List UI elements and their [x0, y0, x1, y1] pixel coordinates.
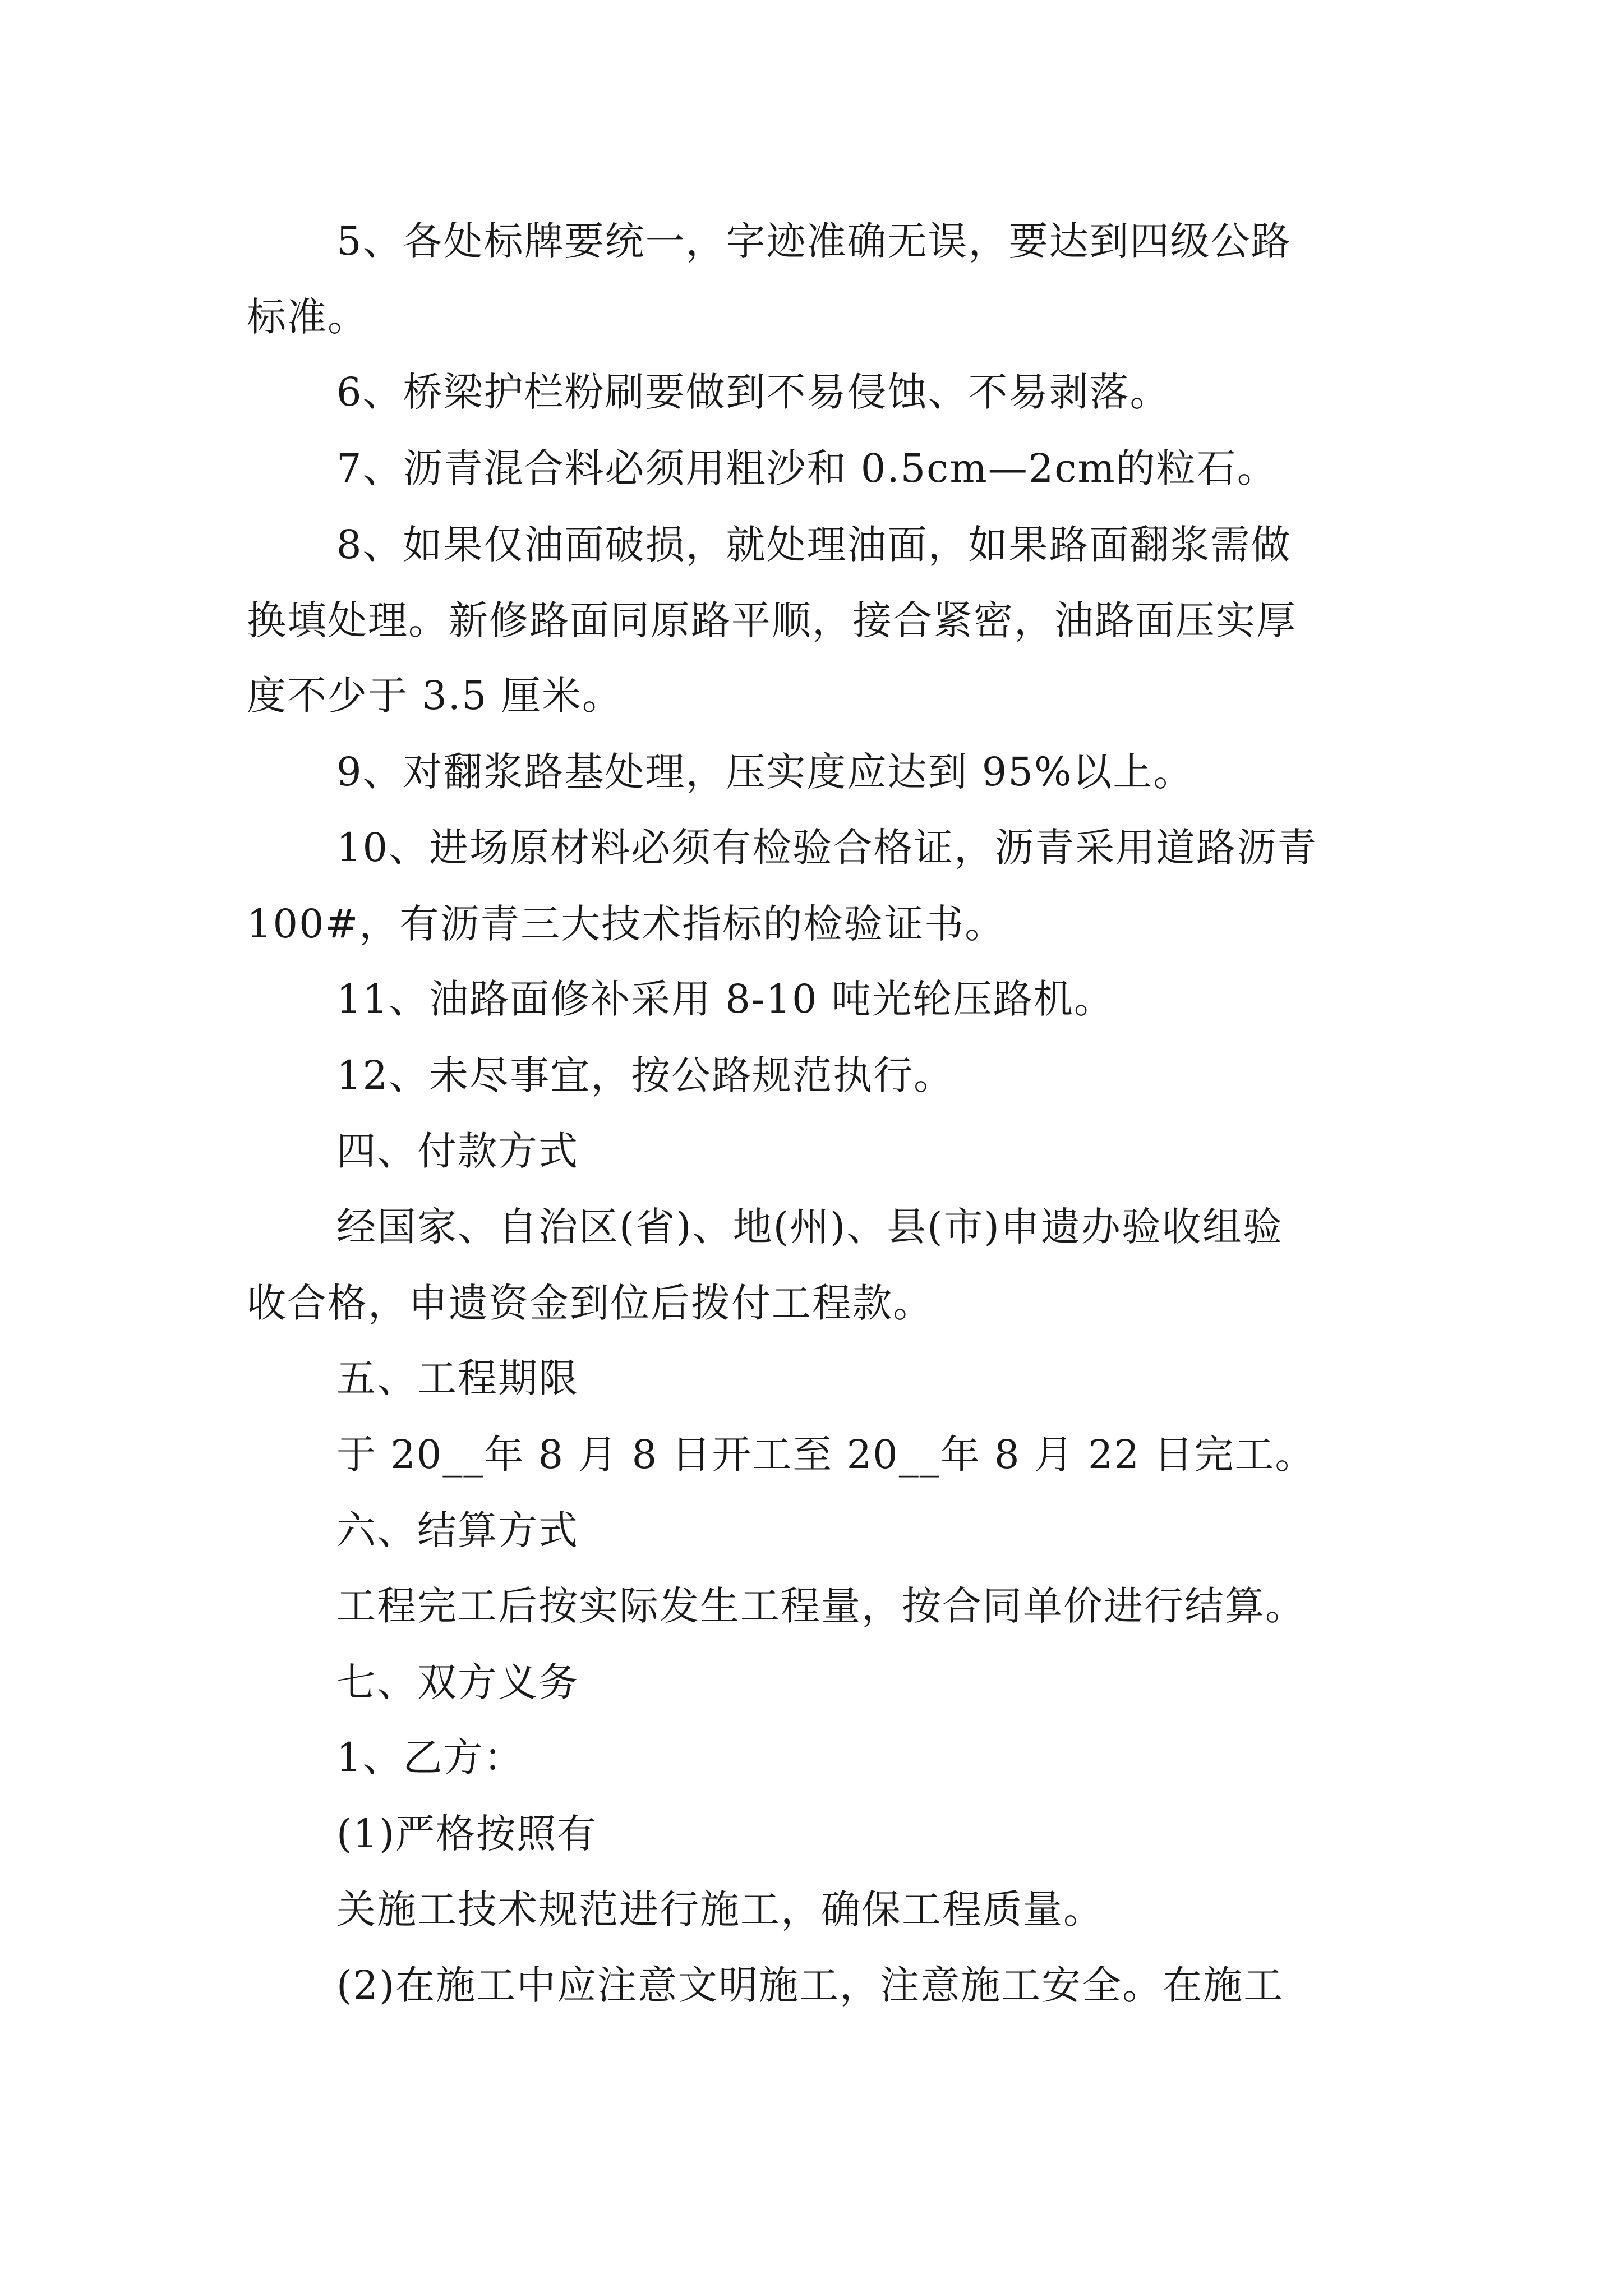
text-line: 9、对翻浆路基处理，压实度应达到 95%以上。 — [336, 749, 1194, 795]
text-line: 关施工技术规范进行施工，确保工程质量。 — [336, 1887, 1104, 1932]
text-line: 6、桥梁护栏粉刷要做到不易侵蚀、不易剥落。 — [336, 369, 1170, 415]
text-line: 1、乙方： — [336, 1734, 524, 1780]
text-line: 11、油路面修补采用 8-10 吨光轮压路机。 — [336, 976, 1114, 1022]
section-heading: 四、付款方式 — [336, 1128, 579, 1174]
text-line: 12、未尽事宜，按公路规范执行。 — [336, 1052, 955, 1098]
section-heading: 五、工程期限 — [336, 1355, 579, 1401]
text-line: 8、如果仅油面破损，就处理油面，如果路面翻浆需做 — [336, 522, 1292, 568]
text-line: 7、沥青混合料必须用粗沙和 0.5cm—2cm的粒石。 — [336, 445, 1278, 491]
text-line: 度不少于 3.5 厘米。 — [247, 673, 623, 719]
text-line: 收合格，申遗资金到位后拨付工程款。 — [247, 1280, 933, 1326]
text-line: 标准。 — [247, 294, 368, 340]
text-line: 100#，有沥青三大技术指标的检验证书。 — [247, 901, 1006, 947]
text-line: 工程完工后按实际发生工程量，按合同单价进行结算。 — [336, 1583, 1306, 1629]
section-heading: 六、结算方式 — [336, 1507, 579, 1553]
text-line: (1)严格按照有 — [336, 1811, 598, 1857]
text-line: 10、进场原材料必须有检验合格证，沥青采用道路沥青 — [336, 825, 1318, 871]
text-line: 5、各处标牌要统一，字迹准确无误，要达到四级公路 — [336, 218, 1292, 264]
text-line: 经国家、自治区(省)、地(州)、县(市)申遗办验收组验 — [336, 1204, 1283, 1250]
section-heading: 七、双方义务 — [336, 1659, 579, 1705]
text-line: (2)在施工中应注意文明施工，注意施工安全。在施工 — [336, 1962, 1284, 2008]
text-line: 换填处理。新修路面同原路平顺，接合紧密，油路面压实厚 — [247, 597, 1297, 643]
text-line: 于 20__年 8 月 8 日开工至 20__年 8 月 22 日完工。 — [336, 1432, 1316, 1478]
